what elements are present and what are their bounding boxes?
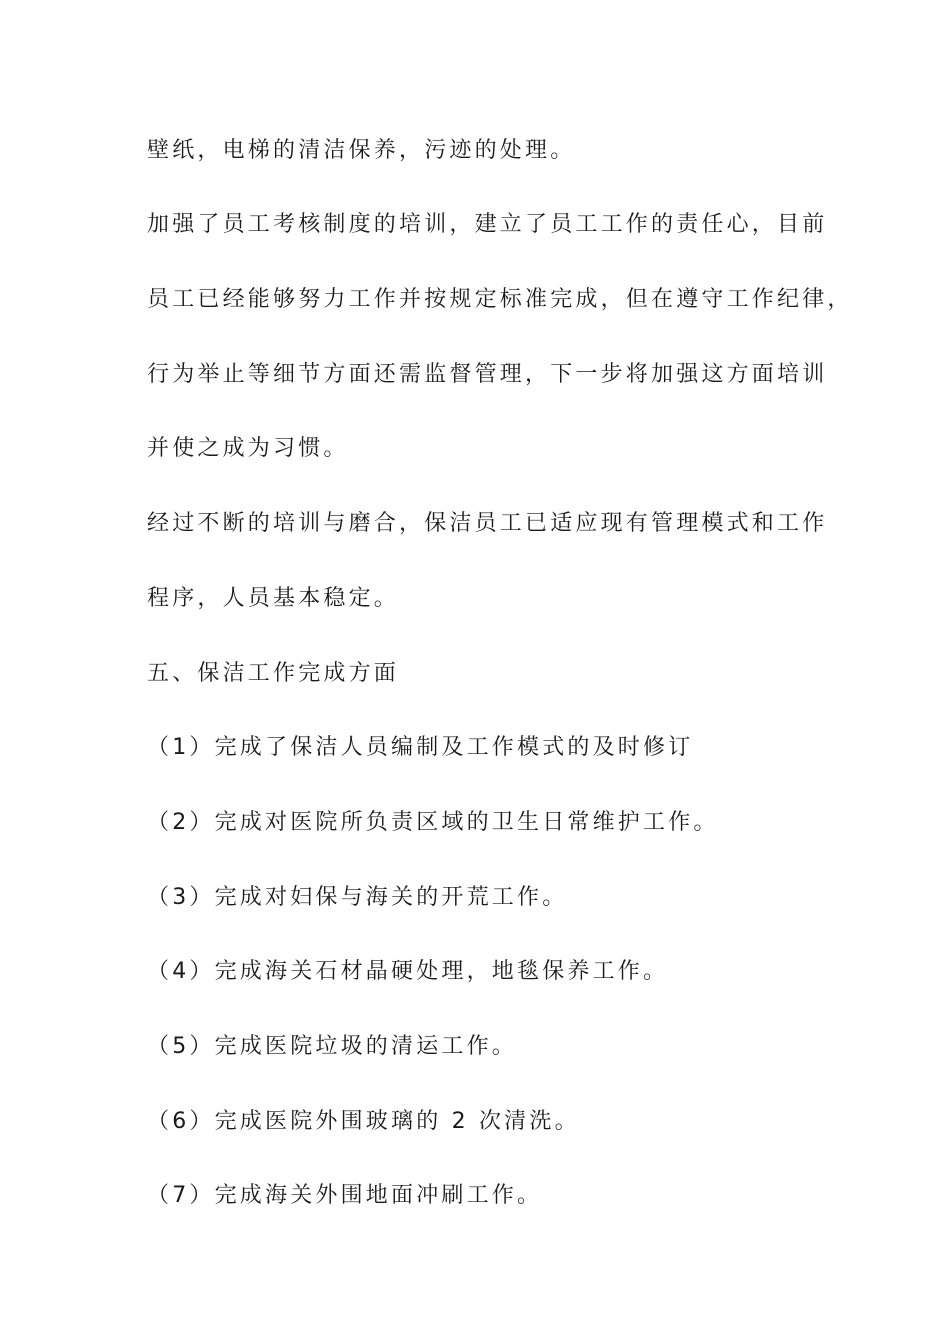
paragraph-line: 壁纸，电梯的清洁保养，污迹的处理。 bbox=[147, 138, 576, 163]
paragraph-line: 经过不断的培训与磨合，保洁员工已适应现有管理模式和工作 bbox=[147, 511, 828, 536]
list-item: （2）完成对医院所负责区域的卫生日常维护工作。 bbox=[147, 810, 719, 835]
paragraph-line: 行为举止等细节方面还需监督管理，下一步将加强这方面培训 bbox=[147, 362, 828, 387]
list-item: （4）完成海关石材晶硬处理，地毯保养工作。 bbox=[147, 959, 669, 984]
list-item: （6）完成医院外围玻璃的 2 次清洗。 bbox=[147, 1109, 580, 1134]
paragraph-line: 并使之成为习惯。 bbox=[147, 436, 349, 461]
list-item: （3）完成对妇保与海关的开荒工作。 bbox=[147, 885, 568, 910]
section-heading: 五、保洁工作完成方面 bbox=[147, 661, 400, 686]
paragraph-line: 员工已经能够努力工作并按规定标准完成，但在遵守工作纪律， bbox=[147, 287, 853, 312]
list-item: （1）完成了保洁人员编制及工作模式的及时修订 bbox=[147, 735, 694, 760]
list-item: （5）完成医院垃圾的清运工作。 bbox=[147, 1034, 517, 1059]
list-item: （7）完成海关外围地面冲刷工作。 bbox=[147, 1183, 543, 1208]
paragraph-line: 加强了员工考核制度的培训，建立了员工工作的责任心，目前 bbox=[147, 212, 828, 237]
paragraph-line: 程序，人员基本稳定。 bbox=[147, 586, 400, 611]
